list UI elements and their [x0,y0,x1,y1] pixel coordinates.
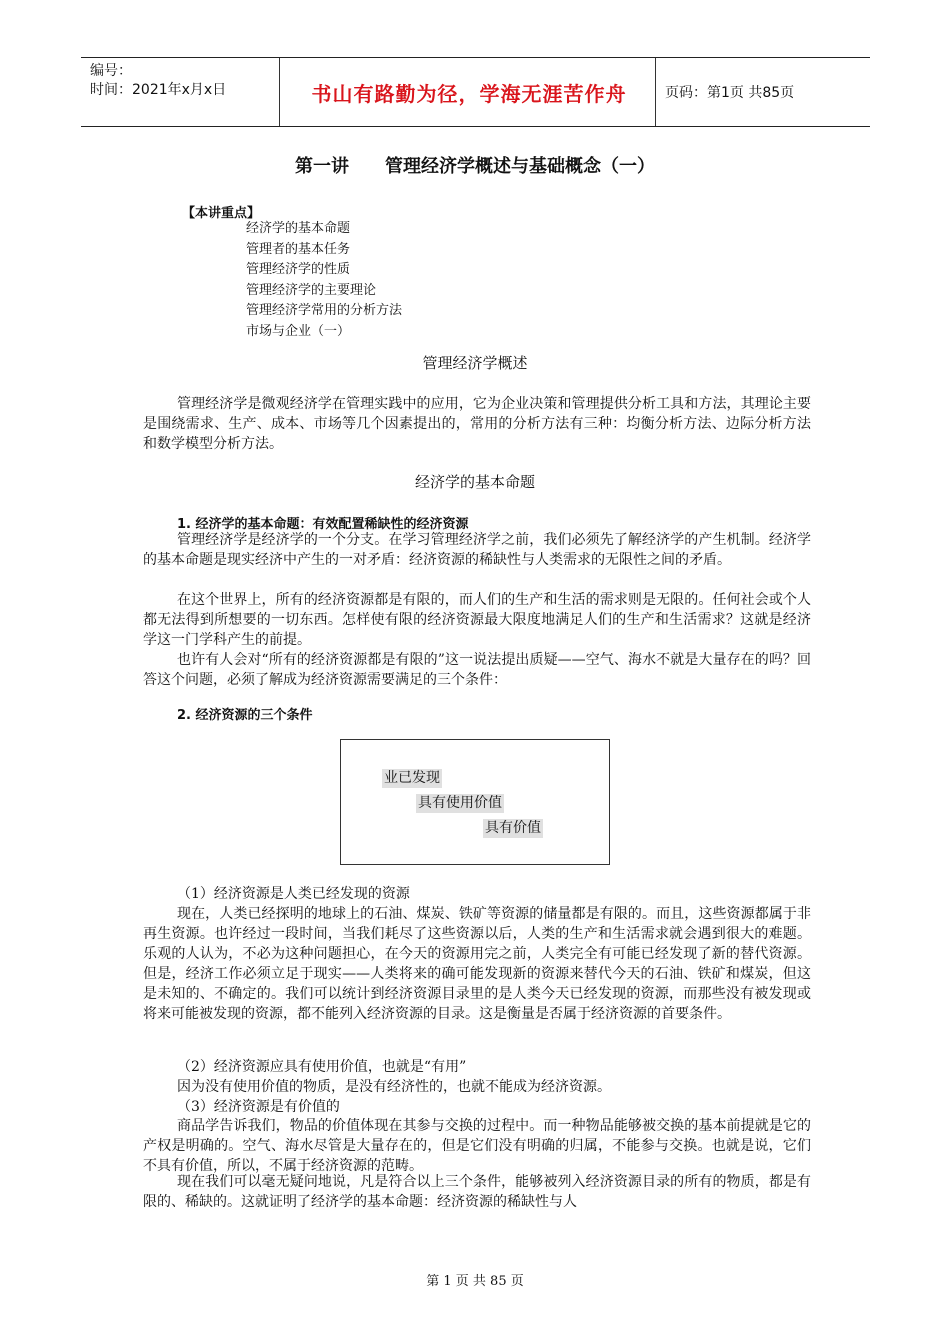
header-divider [279,58,280,126]
key-point-item: 管理经济学的主要理论 [246,282,377,298]
paragraph: 管理经济学是经济学的一个分支。在学习管理经济学之前，我们必须先了解经济学的产生机制。经济学的基本命题是现实经济中产生的一对矛盾：经济资源的稀缺性与人类需求的无限性之间的矛盾。 [143,532,811,568]
subheading-basic-proposition: 1. 经济学的基本命题：有效配置稀缺性的经济资源 [177,517,469,532]
page-footer: 第 1 页 共 85 页 [426,1274,524,1289]
subheading-three-conditions: 2. 经济资源的三个条件 [177,708,313,723]
key-point-item: 管理经济学的性质 [246,262,351,277]
key-point-item: 市场与企业（一） [246,323,351,339]
time-label: 时间：2021年x月x日 [90,82,227,98]
header-divider [655,58,656,126]
paragraph: 因为没有使用价值的物质，是没有经济性的，也就不能成为经济资源。 [177,1079,611,1095]
key-point-item: 经济学的基本命题 [246,221,351,236]
overview-paragraph: 管理经济学是微观经济学在管理实践中的应用，它为企业决策和管理提供分析工具和方法，其理论主要是围绕需求、生产、成本、市场等几个因素提出的，常用的分析方法有三种：均衡分析方法、边际分析方法和数学模型分析方法。 [143,396,811,452]
section-heading: 管理经济学概述 [422,354,528,372]
conditions-diagram [340,739,610,865]
header-meta [90,62,226,100]
paragraph: 现在我们可以毫无疑问地说，凡是符合以上三个条件，能够被列入经济资源目录的所有的物质，都是有限的、稀缺的。这就证明了经济学的基本命题：经济资源的稀缺性与人 [143,1174,811,1210]
key-points-list [246,219,402,342]
condition-title: （3）经济资源是有价值的 [177,1099,340,1115]
condition-tag-value: 具有价值 [485,820,541,836]
condition-title: （2）经济资源应具有使用价值，也就是“有用” [177,1059,467,1075]
key-points-heading: 【本讲重点】 [182,206,261,221]
condition-tag-discovered: 业已发现 [384,770,440,786]
section-heading: 经济学的基本命题 [414,473,535,491]
number-label: 编号： [90,63,132,79]
document-header [81,57,870,127]
header-motto: 书山有路勤为径，学海无涯苦作舟 [311,81,627,106]
lecture-title: 第一讲 管理经济学概述与基础概念（一） [295,156,655,177]
condition-title: （1）经济资源是人类已经发现的资源 [177,886,410,902]
header-page-info: 页码：第1页 共85页 [665,85,795,101]
condition-tag-use-value: 具有使用价值 [418,795,502,811]
paragraph: 商品学告诉我们，物品的价值体现在其参与交换的过程中。而一种物品能够被交换的基本前提就是它的产权是明确的。空气、海水尽管是大量存在的，但是它们没有明确的归属，不能参与交换。也就是说，它们不具有价值，所以，不属于经济资源的范畴。 [143,1118,811,1174]
paragraph: 在这个世界上，所有的经济资源都是有限的，而人们的生产和生活的需求则是无限的。任何社会或个人都无法得到所想要的一切东西。怎样使有限的经济资源最大限度地满足人们的生产和生活需求？这就是经济学这一门学科产生的前提。 [143,592,811,648]
paragraph: 也许有人会对“所有的经济资源都是有限的”这一说法提出质疑——空气、海水不就是大量存在的吗？回答这个问题，必须了解成为经济资源需要满足的三个条件： [143,652,811,688]
key-point-item: 管理经济学常用的分析方法 [246,303,403,318]
paragraph: 现在，人类已经探明的地球上的石油、煤炭、铁矿等资源的储量都是有限的。而且，这些资源都属于非再生资源。也许经过一段时间，当我们耗尽了这些资源以后，人类的生产和生活需求就会遇到很大的难题。乐观的人认为，不必为这种问题担心，在今天的资源用完之前，人类完全有可能已经发现了新的替代资源。但是，经济工作必须立足于现实——人类将来的确可能发现新的资源来替代今天的石油、铁矿和煤炭，但这是未知的、不确定的。我们可以统计到经济资源目录里的是人类今天已经发现的资源，而那些没有被发现或将来可能被发现的资源，都不能列入经济资源的目录。这是衡量是否属于经济资源的首要条件。 [143,906,811,1022]
key-point-item: 管理者的基本任务 [246,241,351,257]
